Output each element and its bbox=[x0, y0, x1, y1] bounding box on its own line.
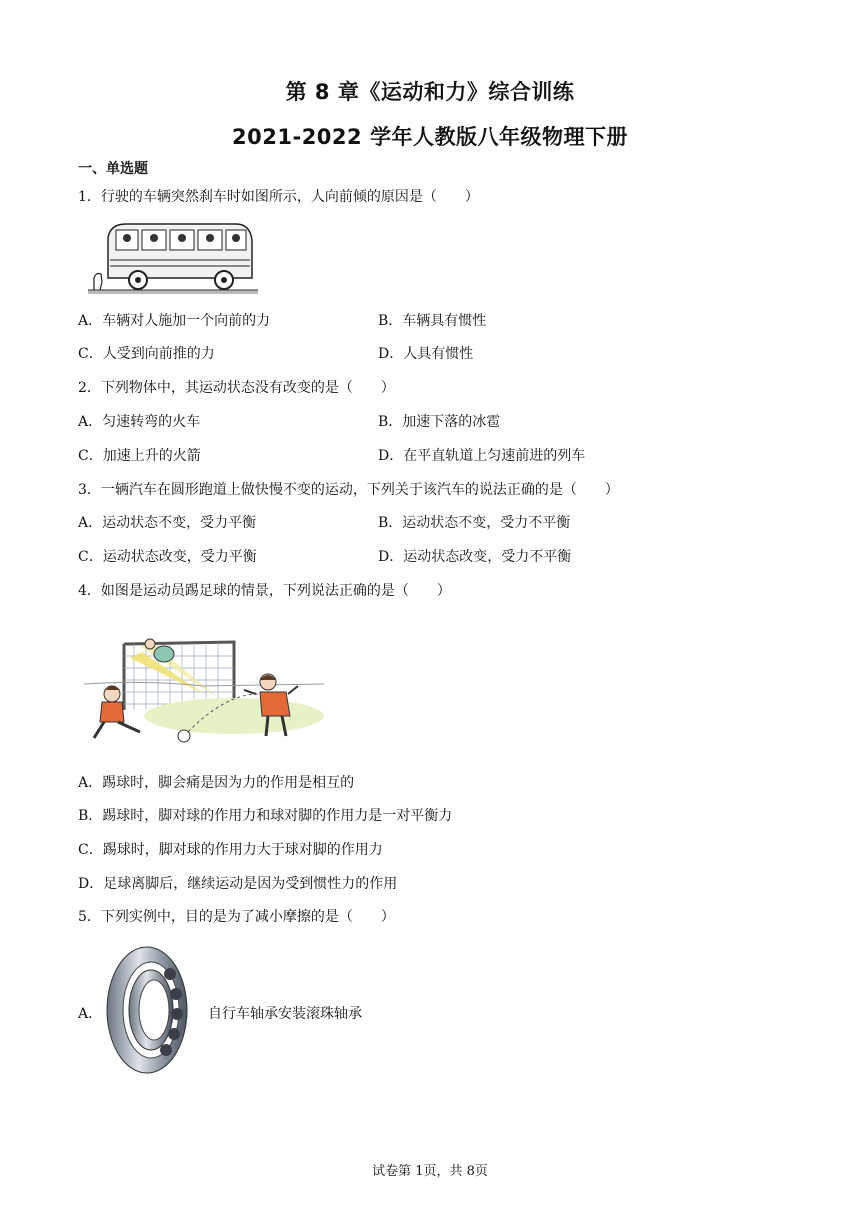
question-2-stem: 2．下列物体中，其运动状态没有改变的是（ ） bbox=[78, 380, 395, 396]
page-title: 第 8 章《运动和力》综合训练 bbox=[285, 80, 575, 104]
question-2-option-a: A．匀速转弯的火车 bbox=[78, 414, 201, 430]
page-subtitle: 2021-2022 学年人教版八年级物理下册 bbox=[232, 125, 628, 149]
question-4-option-a: A．踢球时，脚会痛是因为力的作用是相互的 bbox=[78, 775, 355, 791]
question-1-option-c: C．人受到向前推的力 bbox=[78, 346, 215, 362]
question-3-stem: 3．一辆汽车在圆形跑道上做快慢不变的运动，下列关于该汽车的说法正确的是（ ） bbox=[78, 482, 619, 498]
question-3-option-b: B．运动状态不变，受力不平衡 bbox=[378, 515, 571, 531]
question-4-option-d: D．足球离脚后，继续运动是因为受到惯性力的作用 bbox=[78, 876, 398, 892]
ball-bearing-image bbox=[104, 944, 190, 1076]
question-4-stem: 4．如图是运动员踢足球的情景，下列说法正确的是（ ） bbox=[78, 583, 451, 599]
question-1-option-d: D．人具有惯性 bbox=[378, 346, 474, 362]
question-1-option-a: A．车辆对人施加一个向前的力 bbox=[78, 313, 271, 329]
question-1-stem: 1．行驶的车辆突然刹车时如图所示，人向前倾的原因是（ ） bbox=[78, 189, 479, 205]
question-4-option-b: B．踢球时，脚对球的作用力和球对脚的作用力是一对平衡力 bbox=[78, 808, 453, 824]
question-5-stem: 5．下列实例中，目的是为了减小摩擦的是（ ） bbox=[78, 909, 395, 925]
question-4-option-c: C．踢球时，脚对球的作用力大于球对脚的作用力 bbox=[78, 842, 383, 858]
question-3-option-c: C．运动状态改变，受力平衡 bbox=[78, 549, 257, 565]
question-3-option-d: D．运动状态改变，受力不平衡 bbox=[378, 549, 572, 565]
question-5-option-a-text: 自行车轴承安装滚珠轴承 bbox=[208, 1006, 362, 1022]
question-3-option-a: A．运动状态不变，受力平衡 bbox=[78, 515, 257, 531]
question-2-option-b: B．加速下落的冰雹 bbox=[378, 414, 501, 430]
page-footer: 试卷第 1页，共 8页 bbox=[372, 1164, 488, 1179]
soccer-kick-image bbox=[84, 624, 324, 750]
question-2-option-d: D．在平直轨道上匀速前进的列车 bbox=[378, 448, 586, 464]
question-5-option-a-label: A． bbox=[78, 1006, 103, 1022]
section-heading: 一、单选题 bbox=[78, 161, 148, 177]
question-2-option-c: C．加速上升的火箭 bbox=[78, 448, 201, 464]
question-1-option-b: B．车辆具有惯性 bbox=[378, 313, 487, 329]
bus-braking-image bbox=[86, 216, 260, 296]
